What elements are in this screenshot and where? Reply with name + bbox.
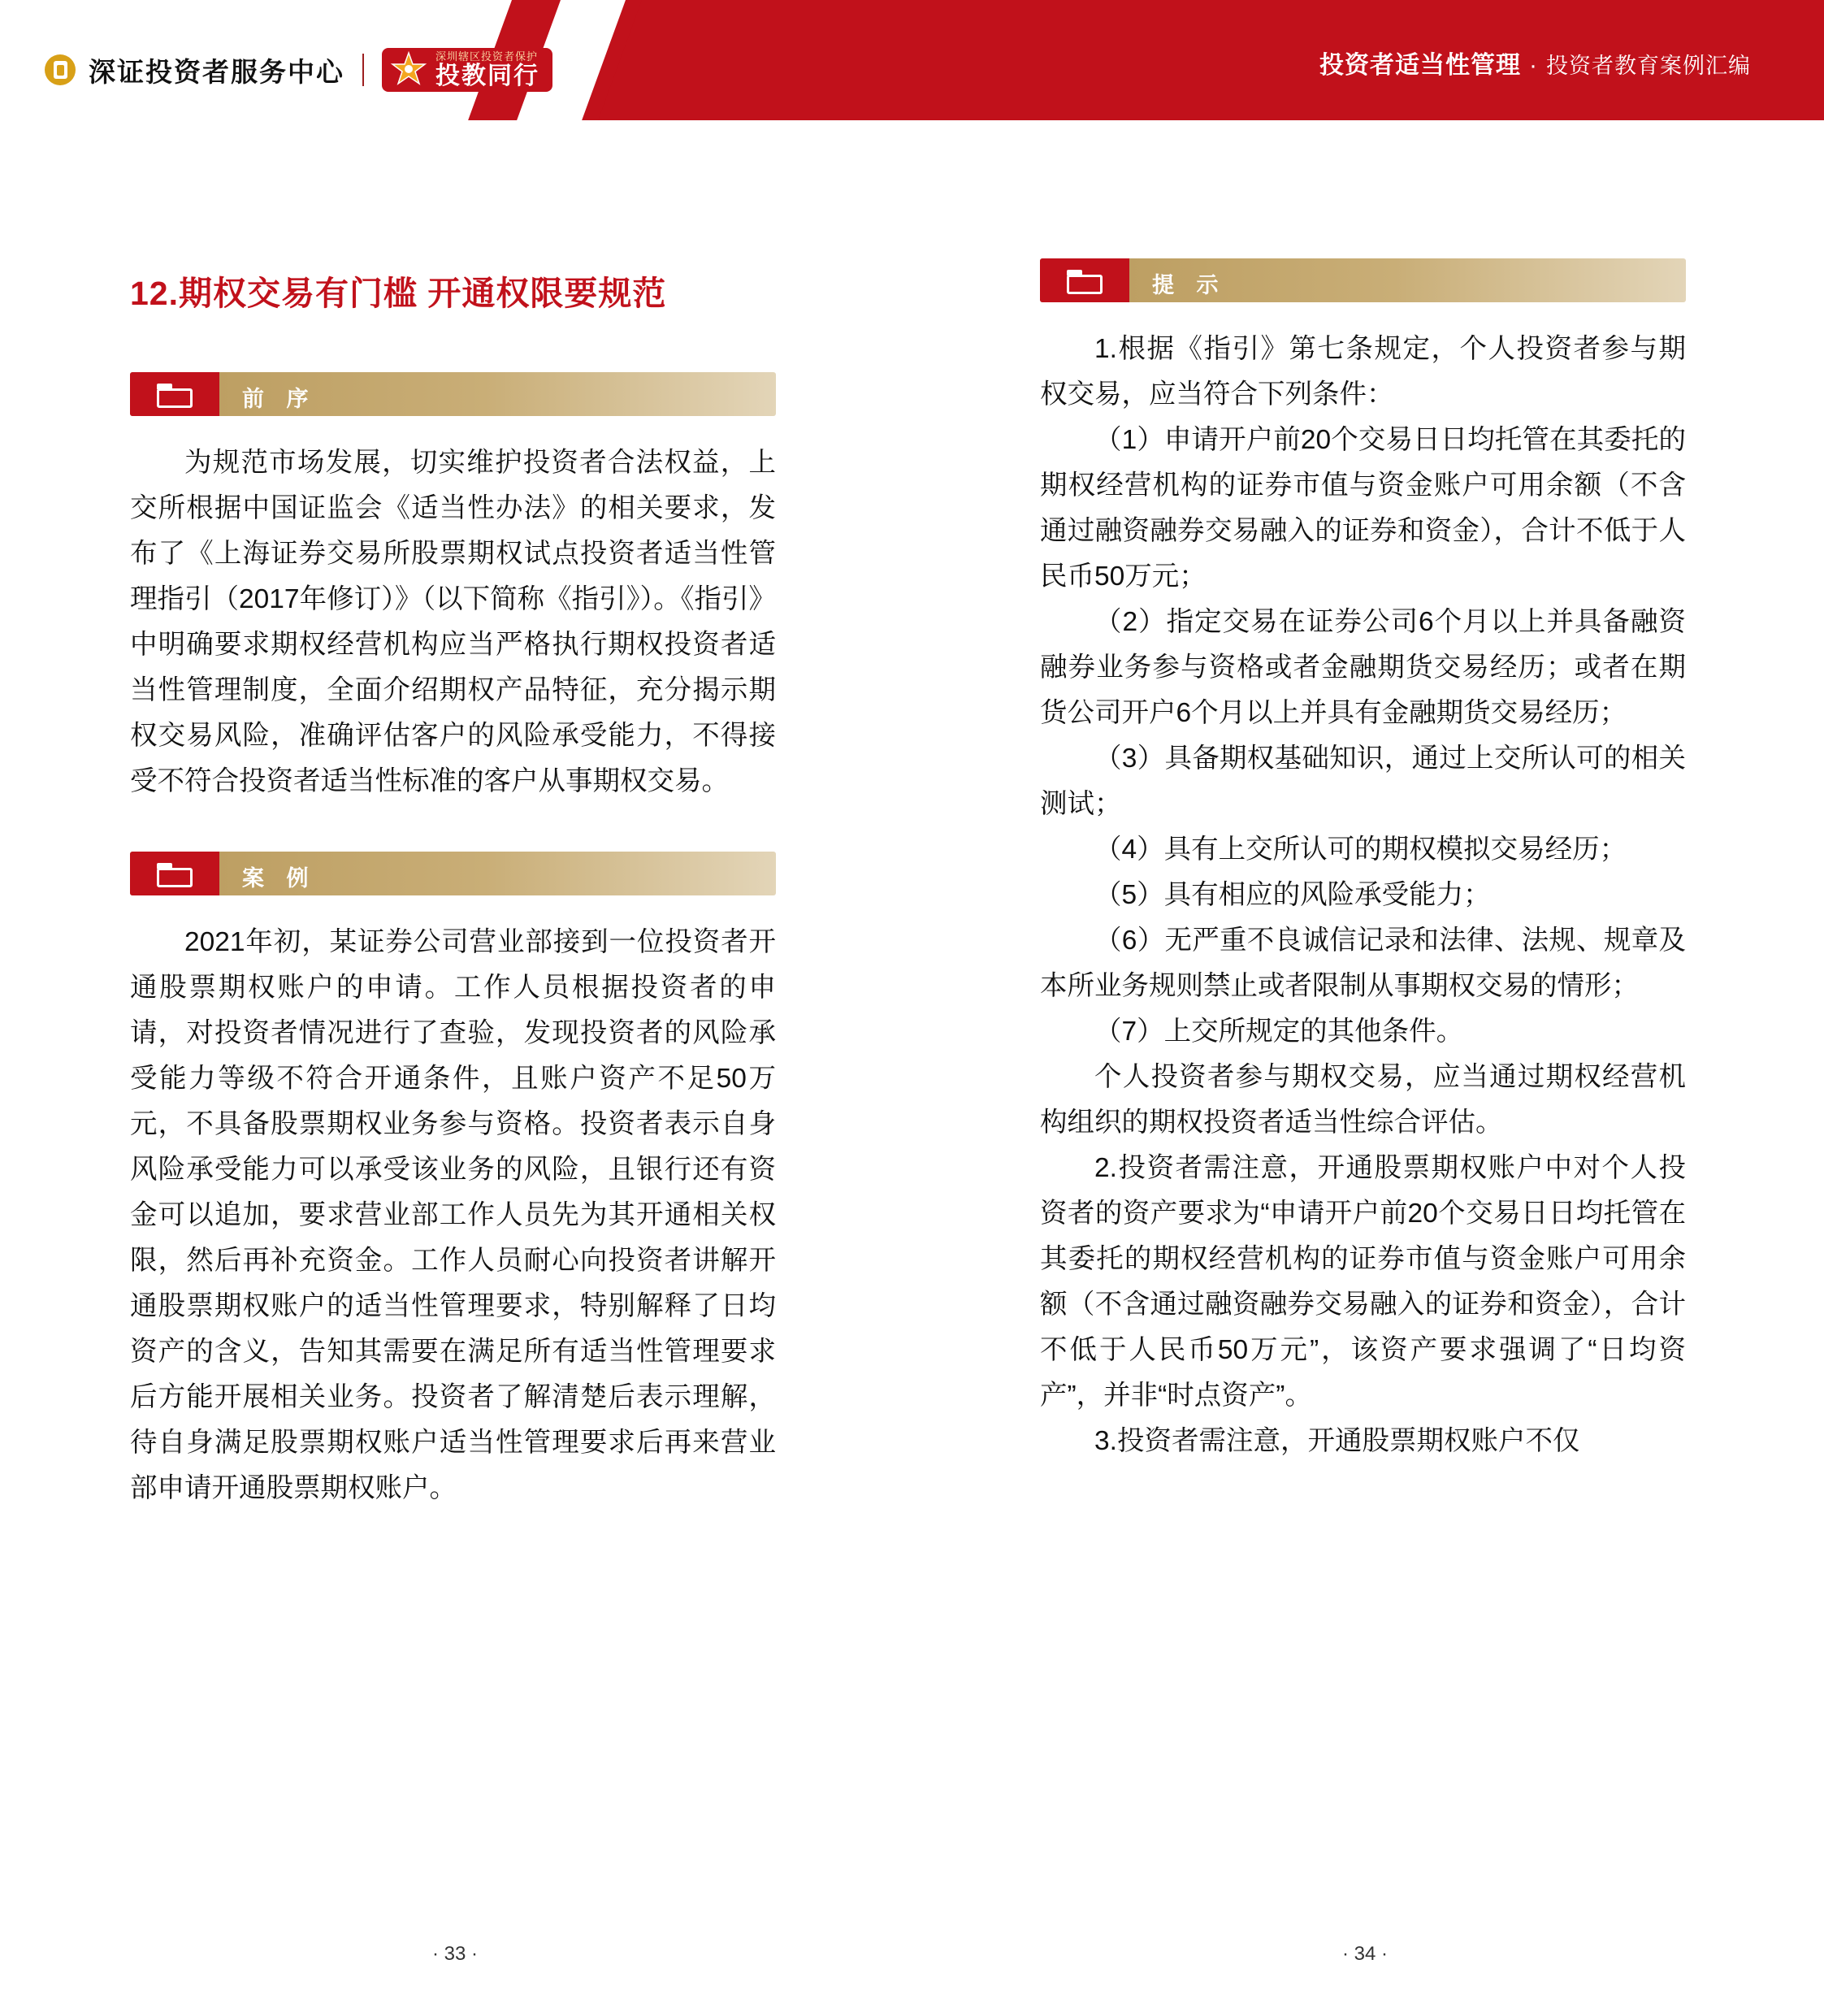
logo-divider <box>362 54 364 86</box>
shield-logo-icon <box>45 54 76 85</box>
page-body <box>0 120 1824 2016</box>
section-ribbon <box>130 372 776 416</box>
paragraph: （7）上交所规定的其他条件。 <box>1094 1017 1464 1047</box>
page-number-right: · 34 · <box>1341 1943 1388 1965</box>
section-tips <box>1040 258 1690 1464</box>
page-number-left: · 33 · <box>431 1943 478 1965</box>
badge-subtitle: 深圳辖区投资者保护 <box>435 50 539 63</box>
paragraph: （2）指定交易在证券公司6个月以上并具备融资融券业务参与资格或者金融期货交易经历；或者在期货公司开户6个月以上并具有金融期货交易经历； <box>1040 607 1686 728</box>
paragraph: （6）无严重不良诚信记录和法律、法规、规章及本所业务规则禁止或者限制从事期权交易的情形； <box>1040 926 1686 1001</box>
paragraph: （1）申请开户前20个交易日日均托管在其委托的期权经营机构的证券市值与资金账户可用余额（不含通过融资融券交易融入的证券和资金），合计不低于人民币50万元； <box>1040 425 1686 592</box>
section-ribbon <box>1040 258 1686 302</box>
paragraph: 1.根据《指引》第七条规定，个人投资者参与期权交易，应当符合下列条件： <box>1040 334 1686 410</box>
section-case <box>130 852 780 1511</box>
paragraph: （5）具有相应的风险承受能力； <box>1094 880 1491 910</box>
paragraph: （3）具备期权基础知识，通过上交所认可的相关测试； <box>1040 744 1686 819</box>
paragraph: 2021年初，某证券公司营业部接到一位投资者开通股票期权账户的申请。工作人员根据投资者的申请，对投资者情况进行了查验，发现投资者的风险承受能力等级不符合开通条件，且账户资产不足50万元，不具备股票期权业务参与资格。投资者表示自身风险承受能力可以承受该业务的风险，且银行还有资金可以追加，要求营业部工作人员先为其开通相关权限，然后再补充资金。工作人员耐心向投资者讲解开通股票期权账户的适当性管理要求，特别解释了日均资产的含义，告知其需要在满足所有适当性管理要求后方能开展相关业务。投资者了解清楚后表示理解，待自身满足股票期权账户适当性管理要求后再来营业部申请开通股票期权账户。 <box>130 927 776 1503</box>
header-running-title <box>1319 45 1751 80</box>
section-preface <box>130 372 780 804</box>
right-column <box>1040 258 1690 1464</box>
logo-text: 深证投资者服务中心 <box>89 56 344 87</box>
section-label: 案 例 <box>242 866 317 891</box>
folder-icon <box>1067 270 1103 294</box>
header-title-separator: · <box>1529 52 1538 79</box>
star-mascot-icon <box>390 51 427 89</box>
header-title-main: 投资者适当性管理 <box>1319 52 1521 79</box>
paragraph: 为规范市场发展，切实维护投资者合法权益，上交所根据中国证监会《适当性办法》的相关要求，发布了《上海证券交易所股票期权试点投资者适当性管理指引（2017年修订）》（以下简称《指引》）。《指引》中明确要求期权经营机构应当严格执行期权投资者适当性管理制度，全面介绍期权产品特征，充分揭示期权交易风险，准确评估客户的风险承受能力，不得接受不符合投资者适当性标准的客户从事期权交易。 <box>130 448 776 796</box>
left-column <box>130 372 780 1511</box>
paragraph: 2.投资者需注意，开通股票期权账户中对个人投资者的资产要求为“申请开户前20个交易日日均托管在其委托的期权经营机构的证券市值与资金账户可用余额（不含通过融资融券交易融入的证券和资金），合计不低于人民币50万元”，该资产要求强调了“日均资产”，并非“时点资产”。 <box>1040 1153 1686 1411</box>
section-ribbon <box>130 852 776 895</box>
section-label: 提 示 <box>1152 273 1227 297</box>
paragraph: 3.投资者需注意，开通股票期权账户不仅 <box>1094 1426 1580 1456</box>
folder-icon <box>157 384 193 408</box>
ribbon-background <box>1040 258 1686 302</box>
section-label: 前 序 <box>242 387 317 411</box>
ribbon-background <box>130 852 776 895</box>
ribbon-background <box>130 372 776 416</box>
section-gap <box>130 804 780 852</box>
brand-logo <box>45 47 552 93</box>
page-header <box>0 0 1824 120</box>
program-badge <box>382 48 552 92</box>
paragraph: 个人投资者参与期权交易，应当通过期权经营机构组织的期权投资者适当性综合评估。 <box>1040 1062 1686 1138</box>
chapter-title: 12.期权交易有门槛 开通权限要规范 <box>130 275 667 312</box>
paragraph: （4）具有上交所认可的期权模拟交易经历； <box>1094 835 1627 865</box>
folder-icon <box>157 863 193 887</box>
badge-title: 投教同行 <box>435 63 539 89</box>
header-title-sub: 投资者教育案例汇编 <box>1546 54 1751 78</box>
badge-text-lines <box>435 51 539 89</box>
